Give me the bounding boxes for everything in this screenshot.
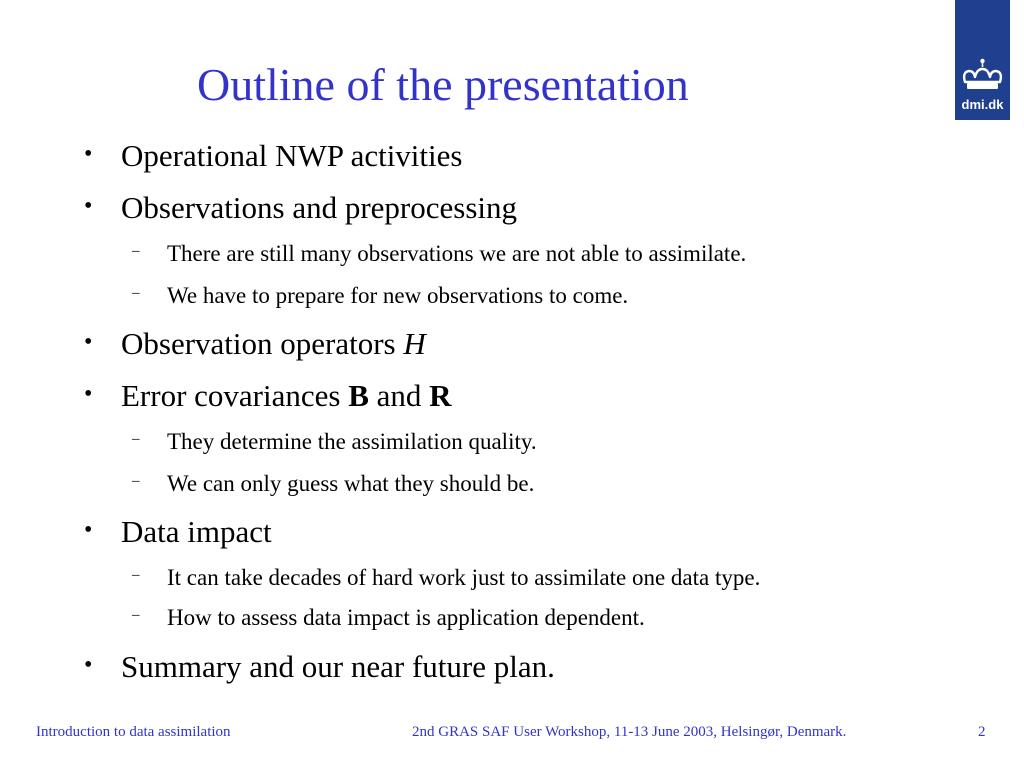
bullet-icon: •: [84, 329, 93, 355]
dash-icon: –: [132, 431, 140, 447]
slide-title: Outline of the presentation: [197, 59, 689, 110]
outline-item-text-mid: and: [368, 378, 430, 413]
dash-icon: –: [132, 473, 140, 489]
outline-item-text: [121, 380, 452, 411]
outline-subitem-text: There are still many observations we are not able to assimilate.: [167, 241, 747, 266]
logo-text: dmi.dk: [961, 97, 1004, 112]
outline-subitem-text: We can only guess what they should be.: [167, 471, 535, 496]
outline-subitem-text: It can take decades of hard work just to assimilate one data type.: [167, 565, 761, 590]
outline-subitem-text: We have to prepare for new observations to come.: [167, 283, 629, 308]
bullet-icon: •: [84, 193, 93, 219]
operator-symbol: H: [403, 326, 426, 361]
outline-item-text: [121, 328, 426, 359]
footer-left: Introduction to data assimilation: [36, 724, 231, 740]
bullet-icon: •: [84, 141, 93, 167]
outline-item-text-main: Error covariances: [121, 378, 349, 413]
outline-item-text: Summary and our near future plan.: [121, 649, 555, 684]
outline-item-text: Data impact: [121, 514, 272, 549]
dash-icon: –: [132, 243, 140, 259]
outline-item-text: Operational NWP activities: [121, 138, 463, 173]
matrix-b-symbol: B: [348, 378, 369, 413]
outline-subitem-text: How to assess data impact is application dependent.: [167, 605, 645, 630]
dash-icon: –: [132, 567, 140, 583]
outline-subitem-text: They determine the assimilation quality.: [167, 429, 537, 454]
bullet-icon: •: [84, 381, 93, 407]
footer-center: 2nd GRAS SAF User Workshop, 11-13 June 2003, Helsingør, Denmark.: [412, 724, 847, 740]
bullet-icon: •: [84, 652, 93, 678]
page-number: 2: [978, 724, 986, 740]
dash-icon: –: [132, 285, 140, 301]
dash-icon: –: [132, 607, 140, 623]
matrix-r-symbol: R: [429, 378, 452, 413]
bullet-icon: •: [84, 517, 93, 543]
outline-item-text: Observations and preprocessing: [121, 190, 518, 225]
outline-item-text-main: Observation operators: [121, 326, 404, 361]
